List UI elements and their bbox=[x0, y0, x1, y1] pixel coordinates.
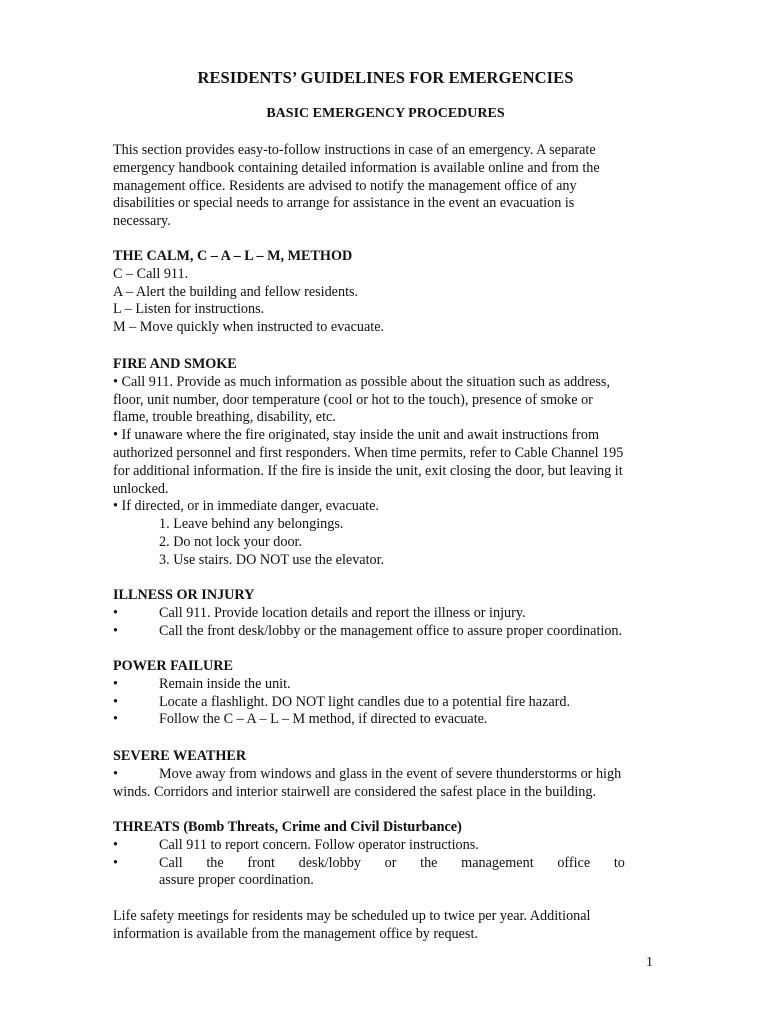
weather-heading: SEVERE WEATHER bbox=[113, 748, 247, 764]
list-item-text: Remain inside the unit. bbox=[159, 675, 291, 692]
list-item-text: Call 911. Provide location details and report the illness or injury. bbox=[159, 604, 526, 621]
list-item bbox=[113, 676, 658, 694]
word: desk/lobby bbox=[298, 854, 361, 871]
list-item-text: Call the front desk/lobby or the management office to assure proper coordination. bbox=[159, 622, 623, 639]
bullet: • bbox=[113, 765, 118, 782]
fire-line: unlocked. bbox=[113, 480, 169, 497]
fire-step: 3. Use stairs. DO NOT use the elevator. bbox=[159, 551, 385, 568]
bullet: • bbox=[113, 711, 118, 728]
fire-step: 2. Do not lock your door. bbox=[159, 533, 303, 550]
list-item bbox=[113, 605, 658, 623]
closing-paragraph bbox=[113, 908, 658, 944]
list-item bbox=[113, 766, 658, 784]
page-number: 1 bbox=[646, 955, 653, 970]
bullet: • bbox=[113, 604, 118, 621]
list-item-text: Move away from windows and glass in the event of severe thunderstorms or high bbox=[159, 765, 622, 782]
bullet: • bbox=[113, 693, 118, 710]
word: Call bbox=[159, 854, 183, 871]
list-item bbox=[113, 855, 658, 891]
fire-line: authorized personnel and first responders. When time permits, refer to Cable Channel 195 bbox=[113, 444, 624, 461]
justified-line bbox=[159, 855, 625, 873]
intro-line: emergency handbook containing detailed information is available online and from the bbox=[113, 159, 600, 176]
fire-line: for additional information. If the fire is inside the unit, exit closing the door, but leaving it bbox=[113, 462, 623, 479]
list-item-text: Locate a flashlight. DO NOT light candles due to a potential fire hazard. bbox=[159, 693, 571, 710]
power-heading: POWER FAILURE bbox=[113, 658, 233, 674]
severe-weather-section bbox=[113, 748, 658, 801]
list-item bbox=[113, 694, 658, 712]
intro-paragraph bbox=[113, 142, 658, 231]
threats-heading: THREATS bbox=[113, 819, 180, 835]
word: management bbox=[461, 854, 534, 871]
threats-heading-line bbox=[113, 819, 658, 837]
calm-method-section bbox=[113, 248, 658, 337]
intro-line: necessary. bbox=[113, 213, 171, 230]
fire-line: flame, trouble breathing, disability, etc. bbox=[113, 409, 336, 426]
bullet: • bbox=[113, 836, 118, 853]
illness-injury-section bbox=[113, 587, 658, 640]
calm-item: L – Listen for instructions. bbox=[113, 301, 265, 318]
list-item bbox=[113, 837, 658, 855]
bullet: • bbox=[113, 622, 118, 639]
list-item-text: Follow the C – A – L – M method, if directed to evacuate. bbox=[159, 711, 488, 728]
word: the bbox=[206, 854, 224, 871]
list-item-continuation: assure proper coordination. bbox=[159, 872, 314, 889]
list-item-text-block bbox=[159, 855, 658, 891]
fire-smoke-section bbox=[113, 356, 658, 570]
intro-line: management office. Residents are advised to notify the management office of any bbox=[113, 177, 577, 194]
intro-line: This section provides easy-to-follow instructions in case of an emergency. A separate bbox=[113, 142, 596, 158]
word: the bbox=[420, 854, 438, 871]
fire-step: 1. Leave behind any belongings. bbox=[159, 516, 344, 533]
fire-line: floor, unit number, door temperature (cool or hot to the touch), presence of smoke or bbox=[113, 391, 593, 408]
closing-line: information is available from the management office by request. bbox=[113, 925, 478, 942]
list-item-text: Call 911 to report concern. Follow operator instructions. bbox=[159, 836, 479, 853]
intro-line: disabilities or special needs to arrange for assistance in the event an evacuation is bbox=[113, 195, 575, 212]
power-failure-section bbox=[113, 658, 658, 729]
word: to bbox=[613, 854, 625, 871]
list-item bbox=[113, 623, 658, 641]
threats-section bbox=[113, 819, 658, 890]
document-title: RESIDENTS’ GUIDELINES FOR EMERGENCIES bbox=[197, 68, 574, 87]
fire-heading: FIRE AND SMOKE bbox=[113, 356, 237, 372]
fire-line: • Call 911. Provide as much information as possible about the situation such as address, bbox=[113, 373, 610, 390]
calm-item: C – Call 911. bbox=[113, 265, 189, 282]
word: office bbox=[557, 854, 591, 871]
threats-heading-note: (Bomb Threats, Crime and Civil Disturbance) bbox=[183, 819, 462, 835]
bullet: • bbox=[113, 854, 118, 871]
weather-continuation: winds. Corridors and interior stairwell are considered the safest place in the building. bbox=[113, 783, 597, 800]
closing-line: Life safety meetings for residents may be scheduled up to twice per year. Additional bbox=[113, 908, 591, 924]
document-subtitle: BASIC EMERGENCY PROCEDURES bbox=[266, 106, 505, 121]
calm-item: A – Alert the building and fellow residents. bbox=[113, 283, 359, 300]
list-item bbox=[113, 711, 658, 729]
fire-line: • If unaware where the fire originated, stay inside the unit and await instructions from bbox=[113, 427, 600, 444]
calm-item: M – Move quickly when instructed to evacuate. bbox=[113, 319, 385, 336]
illness-heading: ILLNESS OR INJURY bbox=[113, 587, 255, 603]
fire-line: • If directed, or in immediate danger, evacuate. bbox=[113, 498, 379, 515]
bullet: • bbox=[113, 675, 118, 692]
word: front bbox=[247, 854, 275, 871]
word: or bbox=[384, 854, 397, 871]
calm-heading: THE CALM, C – A – L – M, METHOD bbox=[113, 248, 353, 264]
